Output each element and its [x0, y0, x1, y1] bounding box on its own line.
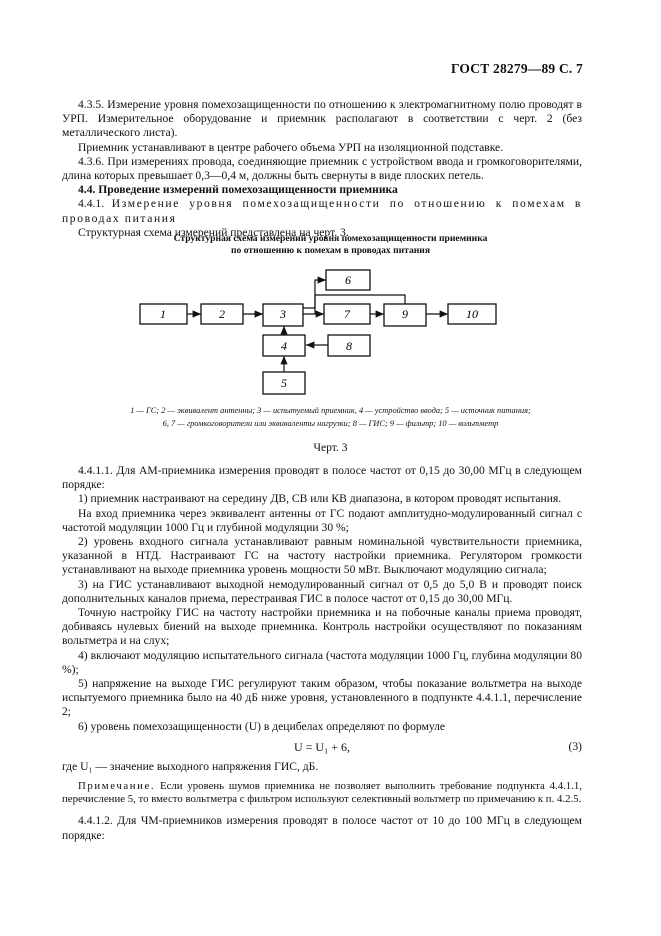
section-heading-4-4: 4.4. Проведение измерений помехозащищенности приемника [78, 183, 398, 197]
svg-text:7: 7 [344, 307, 350, 321]
bottom-text [62, 464, 582, 843]
step-3-detail: Точную настройку ГИС на частоту настройки приемника и на побочные каналы приема проводят, добиваясь нулевых биений на выходе приемника. Контроль настройки осуществляют по показаниям вольтметра и на слух; [62, 606, 582, 648]
block-diagram [0, 260, 661, 400]
svg-text:3: 3 [280, 307, 286, 321]
formula-row [62, 738, 582, 760]
step-3: 3) на ГИС устанавливают выходной немодулированный сигнал от 0,5 до 5,0 В и проводят поиск дополнительных каналов приема, перестраивая ГИС в полосе частот от 0,15 до 30,00 МГц. [62, 577, 582, 605]
note-label: Примечание. [78, 780, 156, 793]
paragraph-number: 4.4.1. [78, 197, 105, 211]
legend-line2: 6, 7 — громкоговорители или эквиваленты нагрузки; 8 — ГИС; 9 — фильтр; 10 — вольтметр [162, 418, 499, 428]
step-2: 2) уровень входного сигнала устанавливают равным номинальной чувствительности приемника, указанной в НТД. Настраивают ГС на частоту настройки приемника. Регулятором громкости устанавливают на выходе приемника уровень мощности 50 мВт. Выключают модуляцию сигнала; [62, 535, 582, 577]
formula-where: где U₁ — значение выходного напряжения ГИС, дБ. [62, 759, 319, 773]
step-6: 6) уровень помехозащищенности (U) в децибелах определяют по формуле [78, 719, 446, 733]
block-6 [326, 270, 370, 290]
block-9 [384, 304, 426, 326]
formula-number: (3) [568, 739, 582, 753]
svg-text:5: 5 [281, 376, 287, 390]
block-1 [140, 304, 187, 324]
svg-text:6: 6 [345, 273, 351, 287]
svg-text:8: 8 [346, 339, 352, 353]
step-1-detail: На вход приемника через эквивалент антенны от ГС подают амплитудно-модулированный сигнал с частотой модуляции 1000 Гц и глубиной модуляции 30 %; [62, 506, 582, 534]
note-text: Если уровень шумов приемника не позволяет выполнить требование подпункта 4.4.1.1, перечисление 5, то вместо вольтметра с фильтром используют селективный вольтметр по примечанию к п. 4.2.5. [62, 780, 583, 806]
svg-text:10: 10 [466, 307, 478, 321]
step-4: 4) включают модуляцию испытательного сигнала (частота модуляции 1000 Гц, глубина модуляции 80 %); [62, 648, 582, 676]
paragraph-receiver-position: Приемник устанавливают в центре рабочего объема УРП на изоляционной подставке. [78, 140, 504, 154]
figure-label: Черт. 3 [313, 441, 348, 454]
svg-text:1: 1 [160, 307, 166, 321]
spaced-heading: Измерение уровня помехозащищенности по отношению к помехам в проводах питания [62, 197, 582, 225]
paragraph-4-4-1-1: 4.4.1.1. Для АМ-приемника измерения проводят в полосе частот от 0,15 до 30,00 МГц в следующем порядке: [62, 464, 582, 492]
svg-text:9: 9 [402, 307, 408, 321]
block-2 [201, 304, 243, 324]
diagram-title-line2: по отношению к помехам в проводах питания [230, 244, 431, 256]
block-4 [263, 335, 305, 356]
page-header: ГОСТ 28279—89 С. 7 [450, 61, 583, 76]
step-1: 1) приемник настраивают на середину ДВ, СВ или КВ диапазона, в котором проводят испытания. [78, 492, 562, 506]
block-10 [448, 304, 496, 324]
svg-text:4: 4 [281, 339, 287, 353]
paragraph-4-4-1-2: 4.4.1.2. Для ЧМ-приемников измерения проводят в полосе частот от 10 до 100 МГц в следующем порядке: [62, 814, 582, 842]
paragraph-structure-ref: Структурная схема измерений представлена на черт. 3. [78, 225, 349, 239]
diagram-title [0, 233, 661, 256]
diagram-title-line1: Структурная схема измерений уровня помехозащищенности приемника [173, 233, 488, 244]
step-5: 5) напряжение на выходе ГИС регулируют таким образом, чтобы показание вольтметра на выходе испытуемого приемника было на 40 дБ ниже уровня, установленного в подпункте 4.4.1.1, перечисление 2; [62, 677, 582, 719]
block-3 [263, 304, 303, 326]
block-5 [263, 372, 305, 394]
block-8 [328, 335, 370, 356]
paragraph-4-4-1 [62, 197, 582, 225]
block-7 [324, 304, 370, 324]
paragraph-4-3-5: 4.3.5. Измерение уровня помехозащищенности по отношению к электромагнитному полю проводят в УРП. Измерительное оборудование и приемник располагают в соответствии с черт. 2 (без металлического листа). [62, 98, 582, 140]
legend-line1: 1 — ГС; 2 — эквивалент антенны; 3 — испытуемый приемник, 4 — устройство ввода; 5 — источник питания; [130, 406, 531, 415]
svg-text:2: 2 [219, 307, 225, 321]
note [62, 780, 582, 806]
formula: U = U₁ + 6, [293, 739, 351, 754]
diagram-legend [40, 405, 621, 430]
paragraph-4-3-6: 4.3.6. При измерениях провода, соединяющие приемник с устройством ввода и громкоговорителями, длина которых превышает 0,3—0,4 м, должны быть свернуты в виде плоских петель. [62, 154, 582, 183]
top-text [62, 98, 582, 240]
